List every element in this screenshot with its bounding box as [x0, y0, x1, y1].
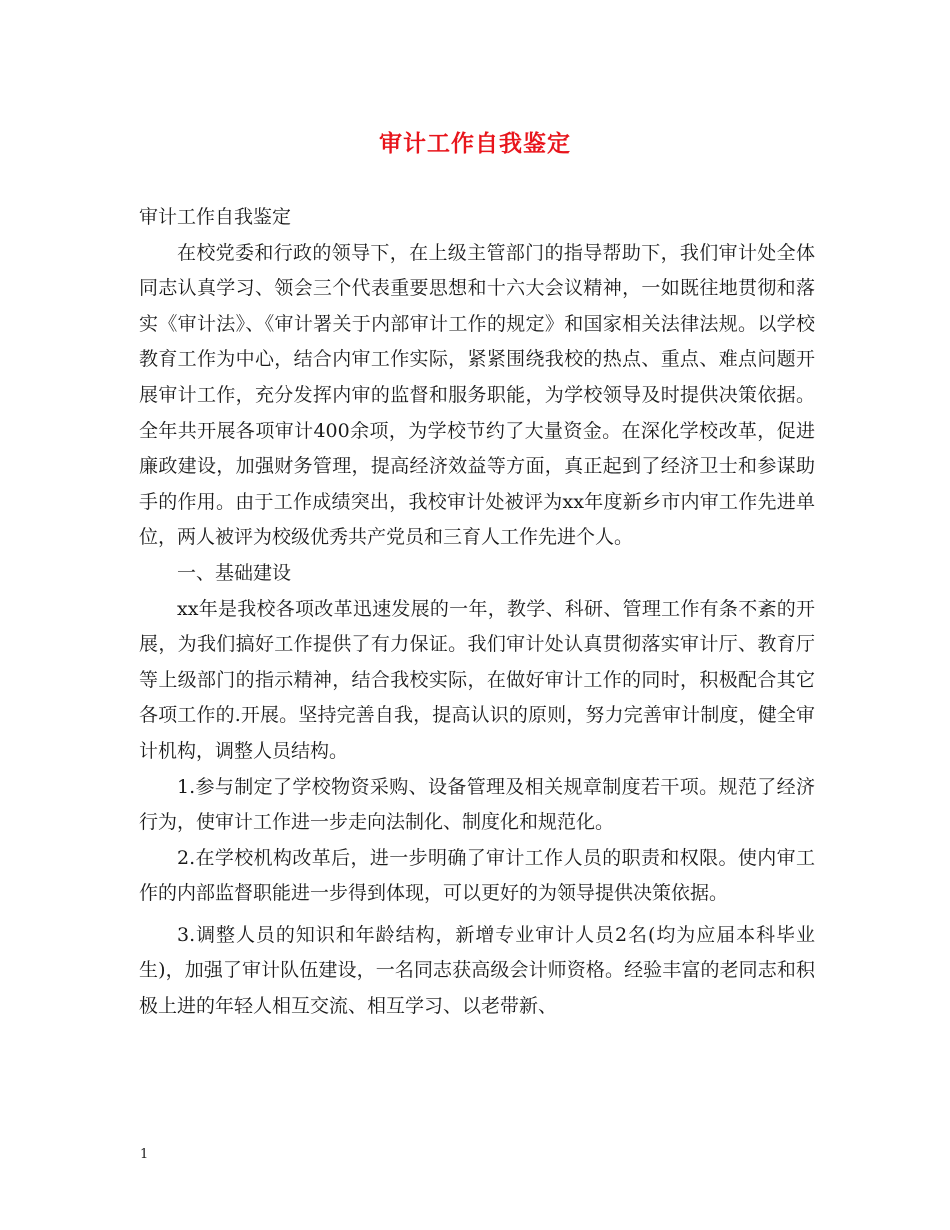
list-item-3: 3.调整人员的知识和年龄结构，新增专业审计人员2名(均为应届本科毕业生)，加强了审计队伍建设，一名同志获高级会计师资格。经验丰富的老同志和积极上进的年轻人相互交流、相互学习、以老带新、: [139, 923, 815, 1018]
intro-paragraph: 在校党委和行政的领导下，在上级主管部门的指导帮助下，我们审计处全体同志认真学习、领会三个代表重要思想和十六大会议精神，一如既往地贯彻和落实《审计法》、《审计署关于内部审计工作的规定》和国家相关法律法规。以学校教育工作为中心，结合内审工作实际，紧紧围绕我校的热点、重点、难点问题开展审计工作，充分发挥内审的监督和服务职能，为学校领导及时提供决策依据。全年共开展各项审计400余项，为学校节约了大量资金。在深化学校改革，促进廉政建设，加强财务管理，提高经济效益等方面，真正起到了经济卫士和参谋助手的作用。由于工作成绩突出，我校审计处被评为xx年度新乡市内审工作先进单位，两人被评为校级优秀共产党员和三育人工作先进个人。: [139, 241, 815, 549]
document-body: [139, 200, 815, 1025]
document-title: 审计工作自我鉴定: [379, 131, 571, 157]
section-paragraph: xx年是我校各项改革迅速发展的一年，教学、科研、管理工作有条不紊的开展，为我们搞好工作提供了有力保证。我们审计处认真贯彻落实审计厅、教育厅等上级部门的指示精神，结合我校实际，在做好审计工作的同时，积极配合其它各项工作的.开展。坚持完善自我，提高认识的原则，努力完善审计制度，健全审计机构，调整人员结构。: [139, 597, 815, 762]
subtitle-paragraph: 审计工作自我鉴定: [139, 206, 292, 228]
list-item-2: 2.在学校机构改革后，进一步明确了审计工作人员的职责和权限。使内审工作的内部监督职能进一步得到体现，可以更好的为领导提供决策依据。: [139, 846, 815, 905]
section-heading: 一、基础建设: [177, 561, 292, 584]
page-number: 1: [140, 1147, 149, 1162]
list-item-1: 1.参与制定了学校物资采购、设备管理及相关规章制度若干项。规范了经济行为，使审计工作进一步走向法制化、制度化和规范化。: [139, 775, 815, 834]
